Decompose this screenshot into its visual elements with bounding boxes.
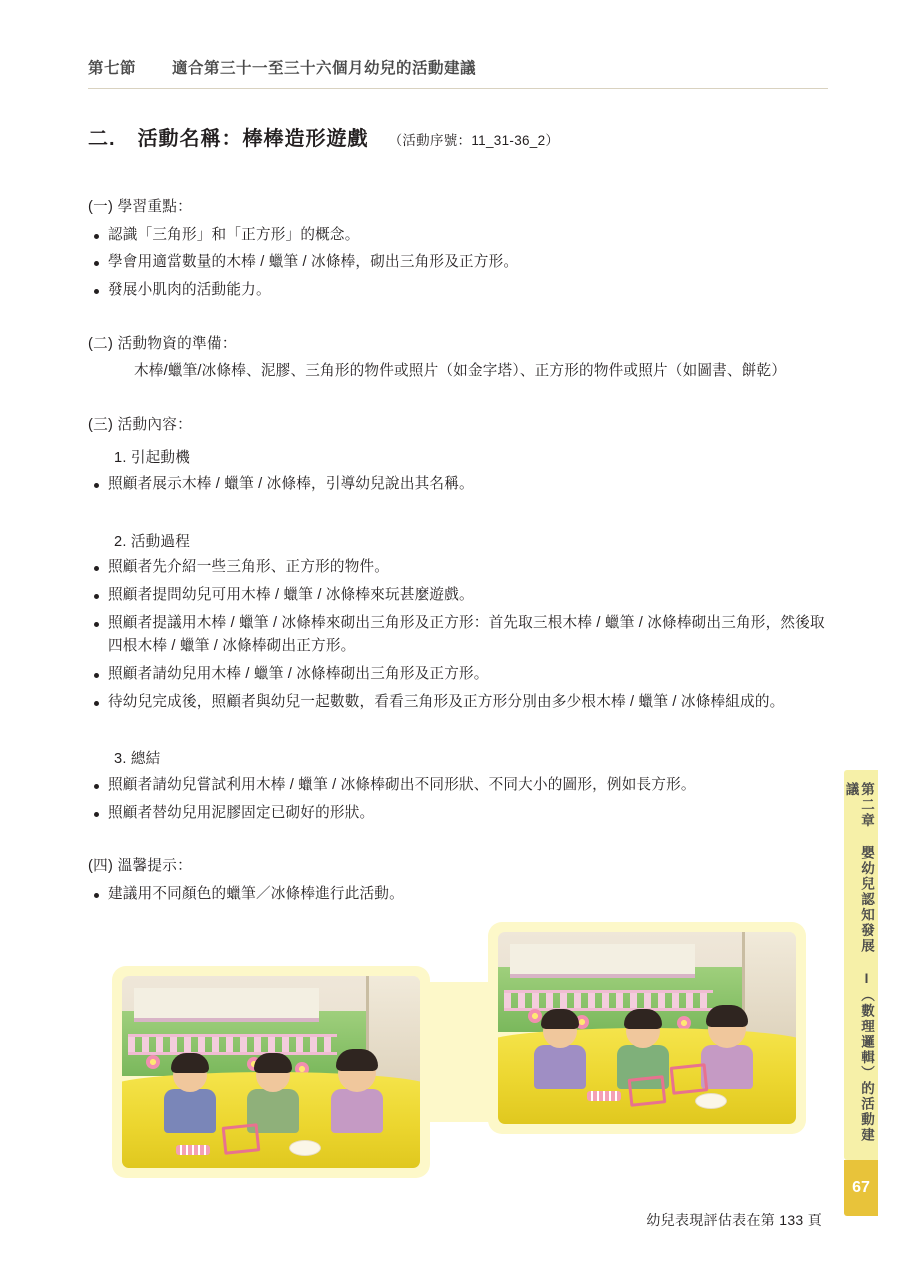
list-item: 照顧者展示木棒 / 蠟筆 / 冰條棒，引導幼兒說出其名稱。: [88, 473, 828, 497]
teacher-body: [701, 1045, 753, 1089]
photo-scene: [122, 976, 420, 1168]
list-item: 照顧者提議用木棒 / 蠟筆 / 冰條棒來砌出三角形及正方形：首先取三根木棒 / 蠟筆 / 冰條棒砌出三角形，然後取四根木棒 / 蠟筆 / 冰條棒砌出正方形。: [88, 612, 828, 659]
child-hair: [624, 1009, 662, 1029]
step-label: 1. 引起動機: [114, 450, 191, 467]
child-figure: [534, 1014, 586, 1089]
tips-list: [88, 883, 828, 907]
square-shape: [669, 1063, 708, 1095]
materials-heading: (二) 活動物資的準備：: [88, 335, 237, 352]
activity-number: 二.: [88, 128, 116, 150]
flower-decor: [146, 1055, 160, 1069]
activity-code: （活動序號：11_31-36_2）: [388, 133, 560, 148]
child-body: [164, 1089, 216, 1133]
child-head: [543, 1014, 577, 1048]
child-hair: [541, 1009, 579, 1029]
photo-image: [498, 932, 796, 1124]
child-hair: [171, 1053, 209, 1073]
list-item: 照顧者請幼兒嘗試利用木棒 / 蠟筆 / 冰條棒砌出不同形狀、不同大小的圖形，例如長方形。: [88, 774, 828, 798]
list-item: 待幼兒完成後，照顧者與幼兒一起數數，看看三角形及正方形分別由多少根木棒 / 蠟筆 / 冰條棒組成的。: [88, 691, 828, 715]
materials-text: 木棒/蠟筆/冰條棒、泥膠、三角形的物件或照片（如金字塔）、正方形的物件或照片（如圖書、餅乾）: [134, 363, 787, 380]
square-shape: [628, 1075, 667, 1107]
learning-focus-list: [88, 224, 828, 303]
child-head: [173, 1058, 207, 1092]
square-shape: [222, 1123, 261, 1155]
list-item: 照顧者替幼兒用泥膠固定已砌好的形狀。: [88, 802, 828, 826]
list-item: 建議用不同顏色的蠟筆／冰條棒進行此活動。: [88, 883, 828, 907]
list-item: 照顧者提問幼兒可用木棒 / 蠟筆 / 冰條棒來玩甚麼遊戲。: [88, 584, 828, 608]
child-head: [626, 1014, 660, 1048]
spacer: [88, 307, 828, 319]
classroom-activity-photo-right: [488, 922, 806, 1134]
content-heading: (三) 活動內容：: [88, 416, 193, 433]
spacer: [88, 388, 828, 400]
teacher-head: [708, 1010, 746, 1048]
footer-note: 幼兒表現評估表在第 133 頁: [646, 1212, 822, 1228]
step-2-list: [88, 556, 828, 714]
section-learning-focus: [88, 196, 828, 303]
teacher-figure: [331, 1054, 383, 1133]
activity-body: [88, 182, 828, 910]
activity-name: 活動名稱：棒棒造形遊戲: [137, 128, 369, 150]
photo-image: [122, 976, 420, 1168]
list-item: 照顧者先介紹一些三角形、正方形的物件。: [88, 556, 828, 580]
decor-fence: [504, 990, 713, 1011]
teacher-hair: [336, 1049, 378, 1071]
child-head: [256, 1058, 290, 1092]
header-section-label: 第七節: [88, 60, 137, 77]
teacher-hair: [706, 1005, 748, 1027]
page-number-badge: [844, 1160, 878, 1216]
photo-scene: [498, 932, 796, 1124]
teacher-figure: [701, 1010, 753, 1089]
learning-focus-heading: (一) 學習重點：: [88, 199, 193, 215]
step-3-list: [88, 774, 828, 825]
page-number: 67: [852, 1179, 870, 1196]
list-item: 照顧者請幼兒用木棒 / 蠟筆 / 冰條棒砌出三角形及正方形。: [88, 663, 828, 687]
child-hair: [254, 1053, 292, 1073]
step-label: 2. 活動過程: [114, 533, 191, 550]
spacer: [88, 501, 828, 521]
teacher-head: [338, 1054, 376, 1092]
photo-connector: [424, 982, 496, 1122]
header-divider: [88, 88, 828, 89]
page-header: [88, 56, 828, 78]
chapter-side-tab-label: 第二章 嬰幼兒認知發展 I（數理邏輯）的活動建議: [843, 782, 874, 1143]
spacer: [88, 718, 828, 738]
child-body: [534, 1045, 586, 1089]
list-item: 認識「三角形」和「正方形」的概念。: [88, 224, 828, 248]
display-board: [510, 944, 695, 979]
decor-fence: [128, 1034, 337, 1055]
child-figure: [247, 1058, 299, 1133]
child-figure: [164, 1058, 216, 1133]
tips-heading: (四) 溫馨提示：: [88, 858, 193, 875]
step-label: 3. 總結: [114, 751, 161, 768]
list-item: 學會用適當數量的木棒 / 蠟筆 / 冰條棒，砌出三角形及正方形。: [88, 251, 828, 275]
section-tips: [88, 855, 828, 906]
step-1-list: [88, 473, 828, 497]
header-section-title: 適合第三十一至三十六個月幼兒的活動建議: [172, 60, 477, 77]
section-materials: [88, 333, 828, 384]
display-board: [134, 988, 319, 1023]
spacer: [88, 829, 828, 841]
section-content: [88, 414, 828, 825]
craft-sticks: [587, 1091, 621, 1101]
classroom-activity-photo-left: [112, 966, 430, 1178]
plate: [695, 1093, 727, 1109]
teacher-body: [331, 1089, 383, 1133]
activity-title: [88, 122, 559, 151]
list-item: 發展小肌肉的活動能力。: [88, 279, 828, 303]
craft-sticks: [176, 1145, 210, 1155]
